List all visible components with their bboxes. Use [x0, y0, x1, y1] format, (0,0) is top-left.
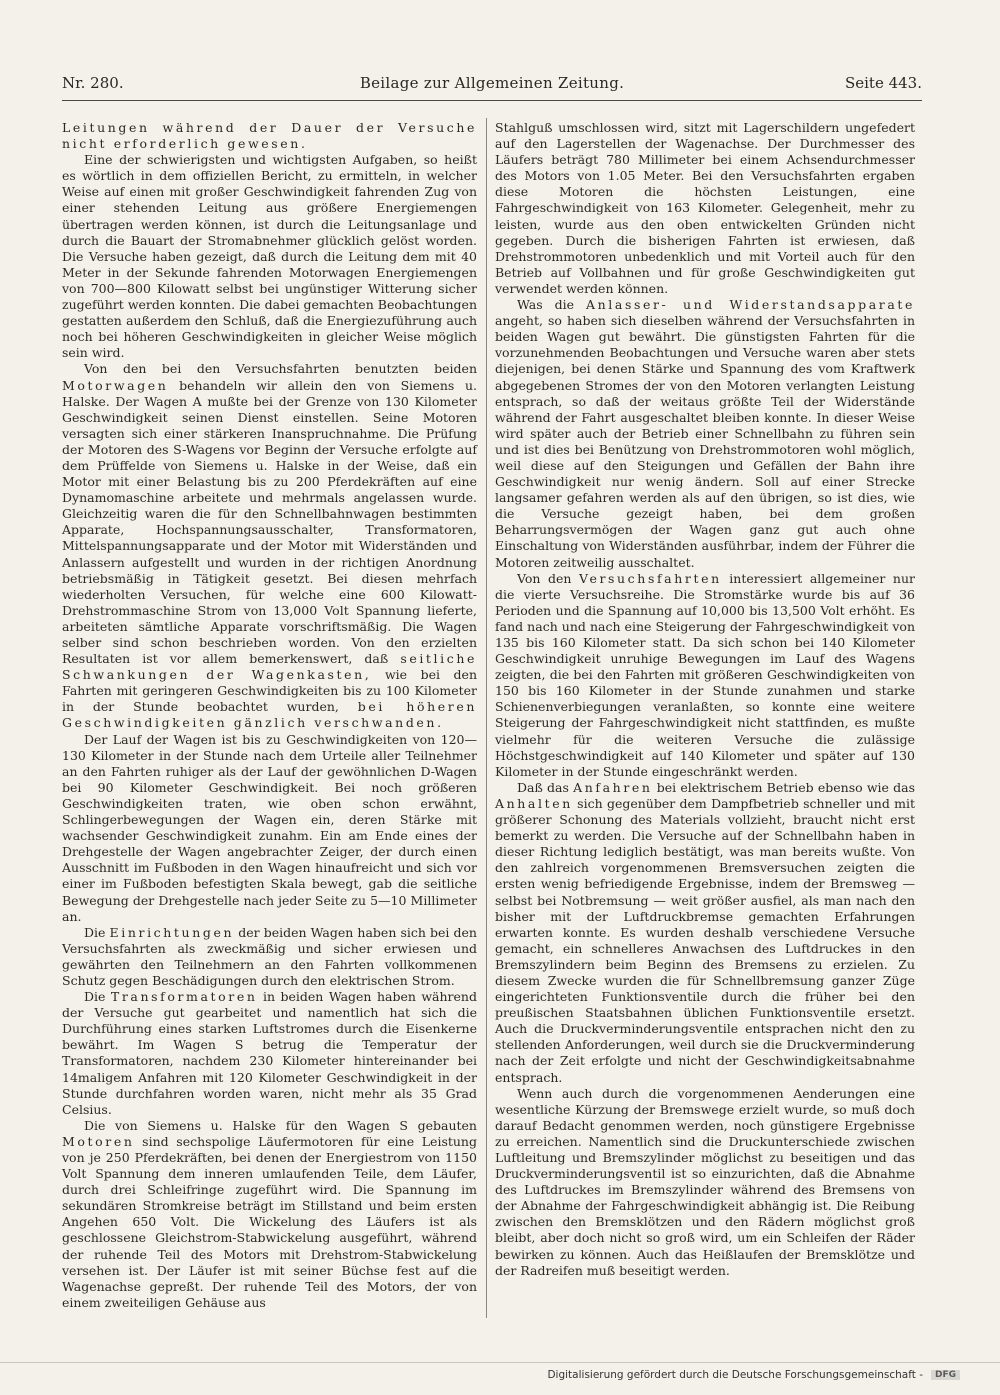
page-header — [62, 74, 922, 100]
footer-rule — [0, 1362, 1000, 1363]
page-number: Seite 443. — [844, 74, 922, 92]
right-paragraph-4: Daß das Anfahren bei elektrischem Betrieb ebenso wie das Anhalten sich gegenüber dem Dampfbetrieb schneller und mit größerer Schonung des Materials vollzieht, braucht nicht erst bemerkt zu werden. Die Versuche auf der Schnellbahn haben in dieser Richtung lediglich bestätigt, was man bereits wußte. Von den zahlreich vorgenommenen Bremsversuchen zeigten die ersten wenig befriedigende Ergebnisse, indem der Bremsweg — selbst bei Notbremsung — weit größer ausfiel, als man nach den bisher mit der Luftdruckbremse gemachten Erfahrungen erwarten konnte. Es wurden deshalb verschiedene Versuche gemacht, ein schnelleres Anwachsen des Luftdruckes in den Bremszylindern beim Beginn des Bremsens zu erzielen. Zu diesem Zwecke wurden die für Schnellbremsung ganzer Züge eingerichteten Funktionsventile durch die früher bei den preußischen Staatsbahnen üblichen Funktionsventile ersetzt. Auch die Druckverminderungsventile entsprachen nicht den zu stellenden Anforderungen, weil durch sie die Druckverminderung nach der Zeit erfolgte und nicht der Geschwindigkeitsabnahme entsprach. — [495, 779, 916, 1085]
column-divider — [486, 118, 487, 1318]
spaced-phrase: seitliche Schwankungen der Wagenkasten, — [62, 651, 477, 683]
left-paragraph-5: Die Einrichtungen der beiden Wagen haben sich bei den Versuchsfahrten als zweckmäßig und sicher erwiesen und gewährten den Teilnehmern an den Fahrten vollkommenen Schutz gegen Beschädigungen durch den elektrischen Strom. — [62, 924, 477, 988]
spaced-phrase: Transformatoren — [110, 989, 258, 1005]
issue-number: Nr. 280. — [62, 74, 124, 92]
spaced-phrase: Leitungen während der Dauer der Versuche nicht erforderlich gewesen. — [62, 120, 477, 152]
spaced-phrase: Motorwagen — [62, 377, 169, 393]
spaced-phrase: bei höheren Geschwindigkeiten gänzlich verschwanden. — [62, 699, 477, 731]
publication-title: Beilage zur Allgemeinen Zeitung. — [359, 74, 625, 92]
spaced-phrase: Motoren — [62, 1133, 135, 1149]
left-paragraph-6: Die Transformatoren in beiden Wagen haben während der Versuche gut gearbeitet und namentlich hat sich die Durchführung eines starken Luftstromes durch die Eisenkerne bewährt. Im Wagen S betrug die Temperatur der Transformatoren, nachdem 230 Kilometer hintereinander bei 14maligem Anfahren mit 120 Kilometer Geschwindigkeit in der Stunde durchfahren worden waren, nicht mehr als 35 Grad Celsius. — [62, 989, 477, 1117]
right-paragraph-2: Was die Anlasser- und Widerstandsapparate angeht, so haben sich dieselben während der Versuchsfahrten in beiden Wagen gut bewährt. Die günstigsten Fahrten für die vorzunehmenden Beobachtungen und Versuche waren aber stets diejenigen, bei denen Stärke und Spannung des vom Kraftwerk abgegebenen Stromes der von den Motoren verlangten Leistung entsprach, so daß der weitaus größte Teil der Widerstände während der Fahrt ausgeschaltet bleiben konnte. In dieser Weise wird später auch der Betrieb einer Schnellbahn zu führen sein und ist dies bei Benützung von Drehstrommotoren wohl möglich, weil diese auf den Steigungen und Gefällen der Bahn ihre Geschwindigkeit nur wenig ändern. Soll auf einer Strecke langsamer gefahren werden als auf den übrigen, so ist dies, wie die Versuche gezeigt haben, bei dem großen Beharrungsvermögen der Wagen ganz gut auch ohne Einschaltung von Widerständen ausführbar, indem der Führer die Motoren zeitweilig ausschaltet. — [495, 297, 915, 570]
spaced-phrase: Einrichtungen — [109, 924, 235, 940]
right-column — [495, 120, 915, 1295]
dfg-logo: DFG — [931, 1370, 960, 1380]
digitization-credit — [547, 1369, 960, 1389]
spaced-phrase: Anlasser- und Widerstandsapparate — [586, 297, 915, 313]
left-paragraph-1 — [62, 120, 477, 152]
left-paragraph-7: Die von Siemens u. Halske für den Wagen S gebauten Motoren sind sechspolige Läufermotoren für eine Leistung von je 250 Pferdekräften, bei denen der Energiestrom von 1150 Volt Spannung dem inneren umlaufenden Teile, dem Läufer, durch drei Schleifringe zugeführt wird. Die Spannung im sekundären Stromkreise beträgt im Stillstand und beim ersten Angehen 650 Volt. Die Wickelung des Läufers ist als geschlossene Gleichstrom-Stabwickelung ausgeführt, während der ruhende Teil des Motors mit Drehstrom-Stabwickelung versehen ist. Der Läufer ist mit seiner Büchse fest auf die Wagenachse gepreßt. Der ruhende Teil des Motors, der von einem zweiteiligen Gehäuse aus — [62, 1117, 477, 1310]
header-rule — [62, 100, 922, 101]
left-paragraph-2: Eine der schwierigsten und wichtigsten Aufgaben, so heißt es wörtlich in dem offiziellen Bericht, zu ermitteln, in welcher Weise auf einen mit großer Geschwindigkeit fahrenden Zug von einer stehenden Leitung aus größere Energiemengen übertragen werden können, ist durch die Leitungsanlage und durch die Bauart der Stromabnehmer glücklich gelöst worden. Die Versuche haben gezeigt, daß durch die Leitung dem mit 40 Meter in der Sekunde fahrenden Motorwagen Energiemengen von 700—800 Kilowatt selbst bei ungünstiger Witterung sicher zugeführt werden konnten. Die dabei gemachten Beobachtungen gestatten außerdem den Schluß, daß die Energiezuführung auch noch bei höheren Geschwindigkeiten in gleicher Weise möglich sein wird. — [62, 152, 477, 361]
credit-text: Digitalisierung gefördert durch die Deutsche Forschungsgemeinschaft - — [547, 1369, 923, 1381]
spaced-phrase: Versuchsfahrten — [578, 570, 722, 586]
spaced-phrase: Anfahren — [573, 779, 653, 795]
left-paragraph-4: Der Lauf der Wagen ist bis zu Geschwindigkeiten von 120—130 Kilometer in der Stunde nach dem Urteile aller Teilnehmer an den Fahrten ruhiger als der Lauf der gewöhnlichen D-Wagen bei 90 Kilometer Geschwindigkeit. Bei noch größeren Geschwindigkeiten traten, wie oben schon erwähnt, Schlingerbewegungen der Wagen ein, deren Stärke mit wachsender Geschwindigkeit zunahm. Ein am Ende eines der Drehgestelle der Wagen angebrachter Zeiger, der durch einen Ausschnitt im Fußboden in den Wagen hinaufreicht und sich vor einer im Fußboden befestigten Skala bewegt, gab die seitliche Bewegung der Drehgestelle nach jeder Seite zu 5—10 Millimeter an. — [62, 731, 477, 924]
left-column — [62, 120, 478, 1310]
right-paragraph-1: Stahlguß umschlossen wird, sitzt mit Lagerschildern ungefedert auf den Lagerstellen der Wagenachse. Der Durchmesser des Läufers beträgt 780 Millimeter bei einem Achsendurchmesser des Motors von 1.05 Meter. Bei den Versuchsfahrten ergaben diese Motoren die höchsten Leistungen, eine Fahrgeschwindigkeit von 163 Kilometer. Gelegenheit, mehr zu leisten, wurde aus den oben entwickelten Gründen nicht gegeben. Durch die bisherigen Fahrten ist erwiesen, daß Drehstrommotoren unbedenklich und mit Vorteil auch für den Betrieb auf Vollbahnen und für große Geschwindigkeiten gut verwendet werden können. — [495, 120, 915, 296]
right-paragraph-3: Von den Versuchsfahrten interessiert allgemeiner nur die vierte Versuchsreihe. Die Stromstärke wurde bis auf 36 Perioden und die Spannung auf 10,000 bis 13,500 Volt erhöht. Es fand nach und nach eine Steigerung der Fahrgeschwindigkeit von 135 bis 160 Kilometer statt. Da sich schon bei 140 Kilometer Geschwindigkeit unruhige Bewegungen im Lauf des Wagens zeigten, die bei den Fahrten mit größeren Geschwindigkeiten von 150 bis 160 Kilometer in der Stunde zunahmen und starke Schienenverbiegungen veranlaßten, so konnte eine weitere Steigerung der Fahrgeschwindigkeit nicht stattfinden, es mußte vielmehr für die weiteren Versuche die zulässige Höchstgeschwindigkeit auf 140 Kilometer und später auf 130 Kilometer in der Stunde eingeschränkt werden. — [495, 570, 915, 779]
spaced-phrase: Anhalten — [495, 795, 573, 811]
right-paragraph-5: Wenn auch durch die vorgenommenen Aenderungen eine wesentliche Kürzung der Bremswege erzielt wurde, so muß doch darauf Bedacht genommen werden, noch günstigere Ergebnisse zu erreichen. Namentlich sind die Druckunterschiede zwischen Luftleitung und Bremszylinder möglichst zu beseitigen und das Druckverminderungsventil ist so einzurichten, daß die Abnahme des Luftdruckes im Bremszylinder während des Bremsens von der Abnahme der Fahrgeschwindigkeit abhängig ist. Die Reibung zwischen den Bremsklötzen und den Rädern möglichst groß bleibt, aber doch nicht so groß wird, um ein Schleifen der Räder bewirken zu können. Auch das Heißlaufen der Bremsklötze und der Radreifen muß beseitigt werden. — [495, 1085, 915, 1278]
left-paragraph-3: Von den bei den Versuchsfahrten benutzten beiden Motorwagen behandeln wir allein den von Siemens u. Halske. Der Wagen A mußte bei der Grenze von 130 Kilometer Geschwindigkeit seinen Dienst einstellen. Seine Motoren versagten sich einer stärkeren Inanspruchnahme. Die Prüfung der Motoren des S-Wagens vor Beginn der Versuche erfolgte auf dem Prüffelde von Siemens u. Halske in der Weise, daß ein Motor mit einer Belastung bis zu 200 Pferdekräften auf eine Dynamomaschine arbeitete und mehrmals angelassen wurde. Gleichzeitig waren die für den Schnellbahnwagen bestimmten Apparate, Hochspannungsausschalter, Transformatoren, Mittelspannungsapparate und der Motor mit Widerständen und Anlassern aufgestellt und wurden in der richtigen Anordnung betriebsmäßig in Tätigkeit gesetzt. Bei diesen mehrfach wiederholten Versuchen, für welche eine 600 Kilowatt-Drehstrommaschine Strom von 13,000 Volt Spannung lieferte, arbeiteten sämtliche Apparate vorschriftsmäßig. Die Wagen selber sind schon beschrieben worden. Von den erzielten Resultaten ist vor allem bemerkenswert, daß seitliche Schwankungen der Wagenkasten, wie bei den Fahrten mit geringeren Geschwindigkeiten bis zu 100 Kilometer in der Stunde beobachtet wurden, bei höheren Geschwindigkeiten gänzlich verschwanden. — [62, 361, 478, 731]
